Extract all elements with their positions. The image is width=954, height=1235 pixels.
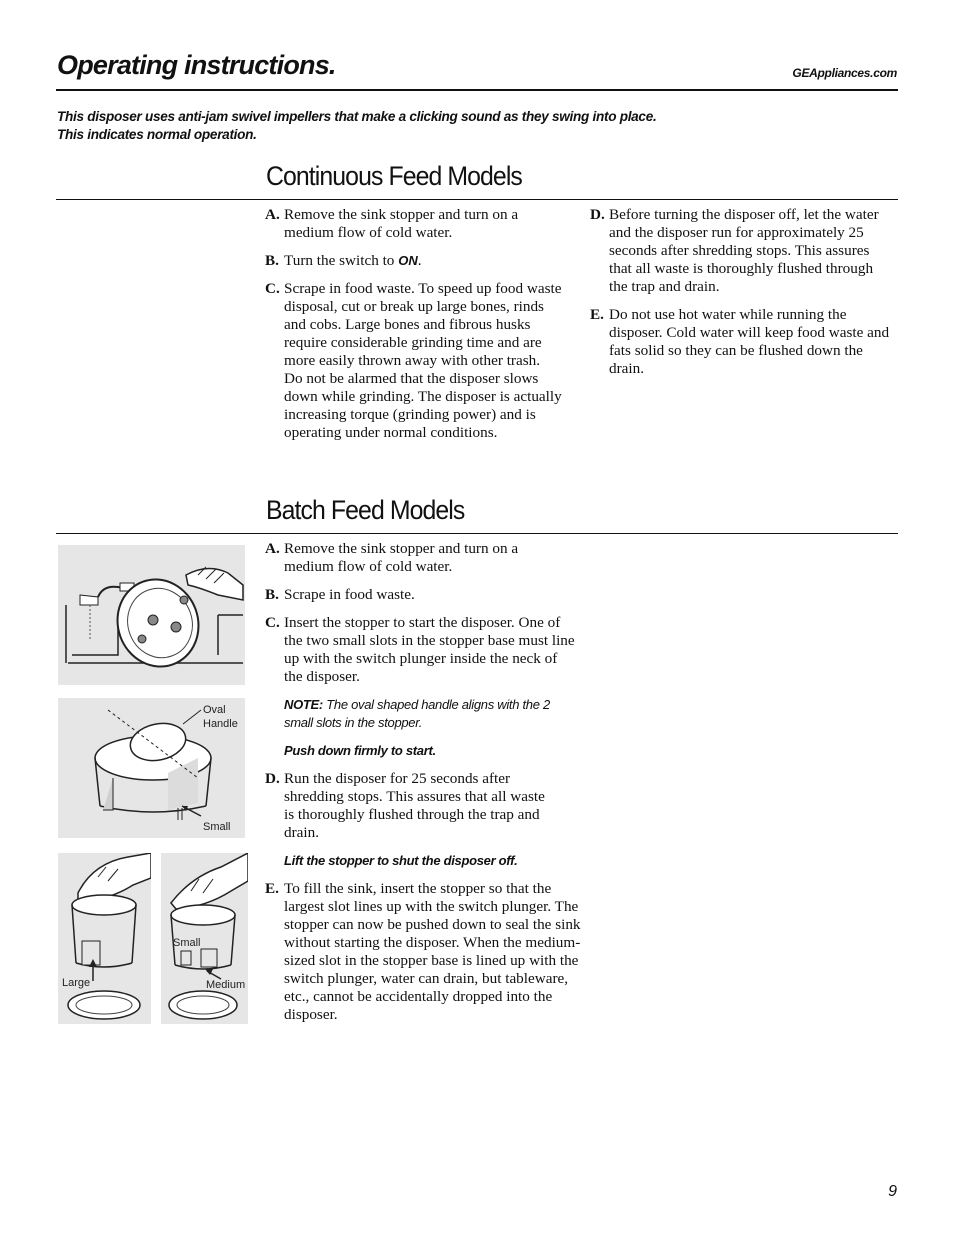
continuous-heading: Continuous Feed Models [266, 161, 522, 191]
push-instruction: Push down firmly to start. [284, 743, 436, 758]
step-letter: E. [265, 880, 279, 897]
label-small-slot: Small [173, 937, 201, 949]
step-text: Run the disposer for 25 seconds after shredding stops. This assures that all waste is thoroughly flushed through the trap and drain. [284, 770, 545, 841]
step-letter: C. [265, 614, 280, 631]
continuous-step-c [265, 280, 562, 442]
scrape-plate-illustration [58, 545, 245, 685]
step-letter: C. [265, 280, 280, 297]
label-large: Large [62, 977, 91, 989]
site-url: GEAppliances.com [792, 66, 897, 80]
medium-slot-illustration [161, 853, 248, 1024]
continuous-rule [56, 199, 898, 200]
batch-step-d [265, 770, 546, 842]
label-handle: Handle [203, 718, 238, 730]
label-medium: Medium [206, 979, 246, 991]
step-text: Remove the sink stopper and turn on a medium flow of cold water. [284, 540, 519, 575]
step-letter: B. [265, 586, 279, 603]
step-text: Remove the sink stopper and turn on a medium flow of cold water. [284, 206, 519, 241]
continuous-step-d [590, 206, 879, 296]
batch-step-c [265, 614, 575, 686]
stopper-handle-illustration [58, 698, 245, 838]
step-text: Turn the switch to [284, 252, 399, 269]
batch-note [265, 696, 554, 732]
step-letter: E. [590, 306, 604, 323]
on-label: ON [398, 253, 418, 268]
large-slot-illustration [58, 853, 151, 1024]
batch-step-a [265, 540, 554, 576]
step-letter: A. [265, 206, 280, 223]
page-title: Operating instructions. [57, 50, 336, 80]
step-text: Do not use hot water while running the disposer. Cold water will keep food waste and fats solid so they can be flushed down the drain. [609, 306, 890, 377]
step-letter: D. [590, 206, 605, 223]
batch-step-b [265, 586, 575, 604]
continuous-step-e [590, 306, 890, 378]
step-text: Before turning the disposer off, let the water and the disposer run for approximately 25 seconds after shredding stops. This assures that all waste is thoroughly flushed through the trap and drain. [609, 206, 879, 295]
step-text: Scrape in food waste. [284, 586, 415, 603]
note-text: The oval shaped handle aligns with the 2 small slots in the stopper. [284, 697, 550, 730]
step-text: Insert the stopper to start the disposer. One of the two small slots in the stopper base must line up with the switch plunger inside the neck of the disposer. [284, 614, 575, 685]
continuous-step-a [265, 206, 565, 242]
step-text-end: . [417, 252, 422, 269]
page-number: 9 [888, 1183, 897, 1200]
label-oval: Oval [203, 704, 226, 716]
lift-instruction: Lift the stopper to shut the disposer off. [284, 853, 518, 868]
continuous-step-b [265, 252, 565, 270]
intro-line-2: This indicates normal operation. [57, 127, 257, 142]
header-rule [56, 89, 898, 91]
batch-step-e [265, 880, 584, 1024]
step-letter: B. [265, 252, 279, 269]
intro-line-1: This disposer uses anti-jam swivel impellers that make a clicking sound as they swing into place. [57, 109, 657, 124]
note-label: NOTE: [284, 697, 323, 712]
step-text: Scrape in food waste. To speed up food waste disposal, cut or break up large bones, rinds and cobs. Large bones and fibrous husks require considerable grinding time and are more easily thrown away with other trash. Do not be alarmed that the disposer slows down while grinding. The disposer is actually increasing torque (grinding power) and is operating under normal conditions. [284, 280, 562, 441]
batch-col [265, 540, 581, 1034]
intro-text [57, 108, 817, 144]
step-letter: D. [265, 770, 280, 787]
continuous-col-left [265, 206, 565, 452]
step-letter: A. [265, 540, 280, 557]
step-text: To fill the sink, insert the stopper so that the largest slot lines up with the switch plunger. The stopper can now be pushed down to seal the sink without starting the disposer. When the medium-sized slot in the stopper base is lined up with the switch plunger, water can drain, but tableware, etc., cannot be accidentally dropped into the disposer. [284, 880, 581, 1023]
label-small: Small [203, 821, 231, 833]
batch-heading: Batch Feed Models [266, 495, 465, 525]
batch-rule [56, 533, 898, 534]
continuous-col-right [590, 206, 890, 388]
